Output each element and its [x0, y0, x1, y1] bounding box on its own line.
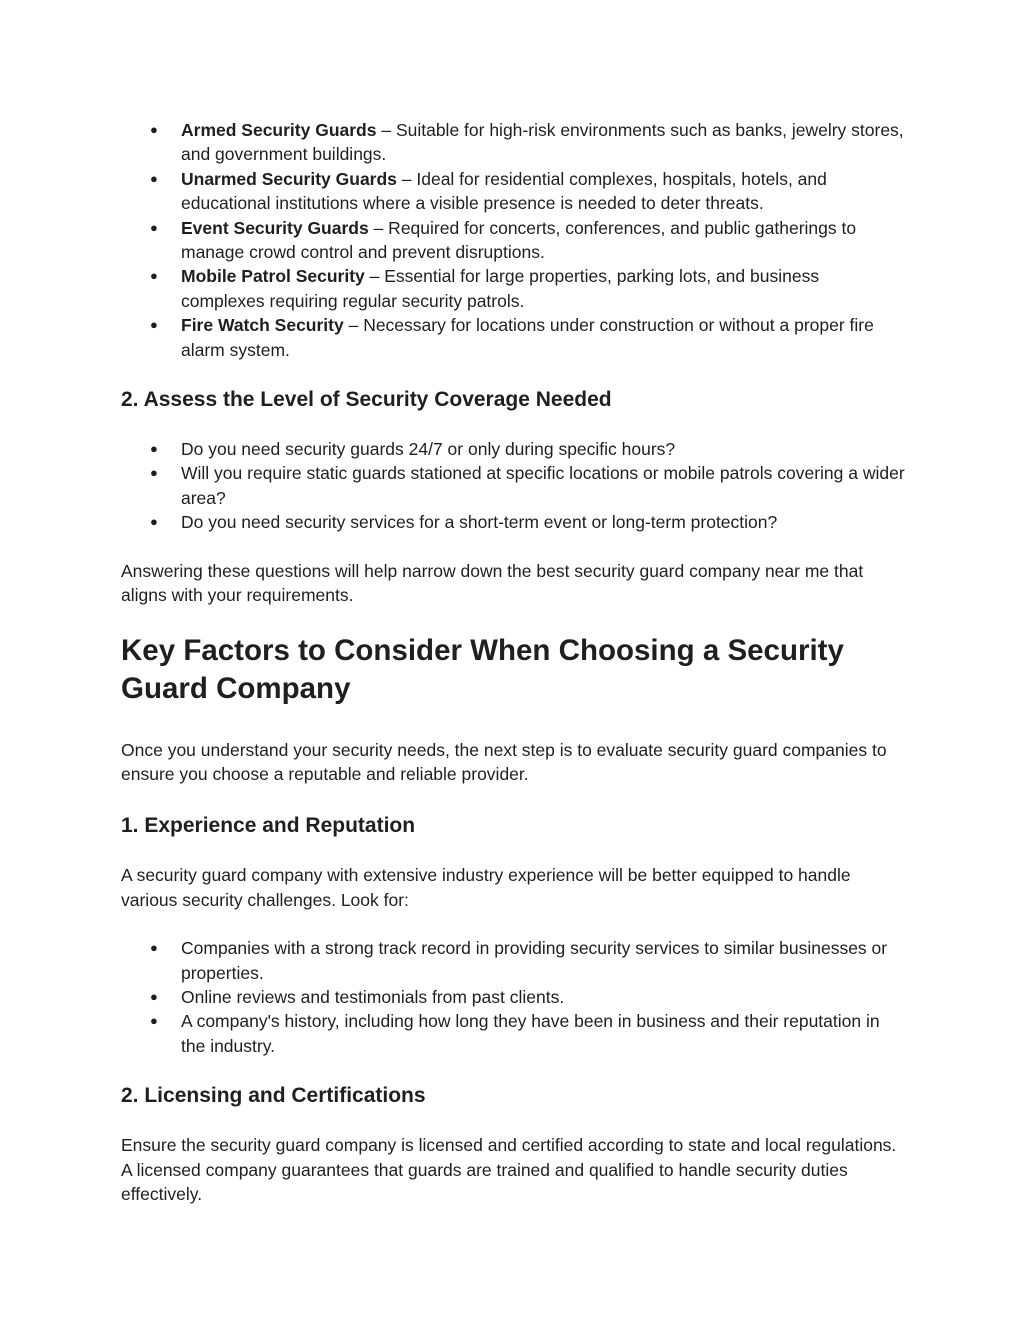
list-item — [121, 167, 905, 216]
list-item — [121, 510, 905, 534]
bullet-icon: ● — [150, 940, 158, 956]
guard-type-description: – Necessary for locations under construction or without a proper fire alarm system. — [181, 315, 874, 360]
bullet-icon: ● — [150, 1013, 158, 1029]
question-text: Do you need security guards 24/7 or only during specific hours? — [181, 439, 676, 460]
guard-type-description: – Required for concerts, conferences, and public gatherings to manage crowd control and prevent disruptions. — [181, 217, 857, 263]
guard-type-description: – Suitable for high-risk environments such as banks, jewelry stores, and government buildings. — [181, 120, 904, 165]
list-item — [121, 216, 905, 265]
bullet-icon: ● — [150, 122, 158, 137]
list-item — [121, 313, 905, 362]
licensing-paragraph: Ensure the security guard company is licensed and certified according to state and local regulations. A licensed company guarantees that guards are trained and qualified to handle security duties effectively. — [121, 1135, 897, 1204]
bullet-icon: ● — [150, 465, 158, 481]
list-item — [121, 461, 905, 510]
assess-conclusion-paragraph: Answering these questions will help narrow down the best security guard company near me that aligns with your requirements. — [121, 560, 864, 606]
bullet-icon: ● — [150, 219, 158, 235]
list-item — [121, 1009, 905, 1058]
bullet-icon: ● — [150, 441, 158, 457]
document-page — [121, 118, 905, 1206]
key-factors-heading: Key Factors to Consider When Choosing a Security Guard Company — [121, 633, 844, 705]
bullet-icon: ● — [150, 514, 158, 530]
experience-intro-paragraph: A security guard company with extensive industry experience will be better equipped to handle various security challenges. Look for: — [121, 865, 851, 910]
list-item — [121, 118, 905, 167]
bullet-icon: ● — [150, 317, 158, 333]
experience-list — [121, 936, 905, 1058]
list-item — [121, 985, 905, 1009]
bullet-icon: ● — [150, 988, 158, 1004]
experience-heading: 1. Experience and Reputation — [121, 814, 416, 838]
question-text: Do you need security services for a short-term event or long-term protection? — [181, 512, 778, 533]
guard-type-title: Armed Security Guards — [181, 120, 377, 140]
guard-type-title: Unarmed Security Guards — [181, 168, 397, 189]
bullet-icon: ● — [150, 170, 158, 186]
experience-item-text: A company's history, including how long they have been in business and their reputation in the industry. — [181, 1011, 880, 1056]
licensing-heading: 2. Licensing and Certifications — [121, 1084, 426, 1108]
coverage-questions-list — [121, 437, 905, 535]
guard-type-title: Fire Watch Security — [181, 315, 344, 336]
assess-coverage-heading: 2. Assess the Level of Security Coverage Needed — [121, 388, 612, 412]
list-item — [121, 437, 905, 461]
experience-item-text: Online reviews and testimonials from past clients. — [181, 986, 565, 1007]
guard-type-description: – Ideal for residential complexes, hospitals, hotels, and educational institutions where a visible presence is needed to deter threats. — [181, 168, 827, 214]
list-item — [121, 936, 905, 985]
experience-item-text: Companies with a strong track record in providing security services to similar businesses or properties. — [181, 938, 888, 983]
guard-type-title: Event Security Guards — [181, 217, 369, 238]
list-item — [121, 264, 905, 313]
guard-type-title: Mobile Patrol Security — [181, 266, 365, 287]
question-text: Will you require static guards stationed at specific locations or mobile patrols covering a wider area? — [181, 463, 905, 508]
guard-types-list — [121, 118, 905, 362]
key-factors-intro-paragraph: Once you understand your security needs, the next step is to evaluate security guard companies to ensure you choose a reputable and reliable provider. — [121, 739, 887, 784]
guard-type-description: – Essential for large properties, parking lots, and business complexes requiring regular security patrols. — [181, 266, 820, 311]
bullet-icon: ● — [150, 268, 158, 284]
